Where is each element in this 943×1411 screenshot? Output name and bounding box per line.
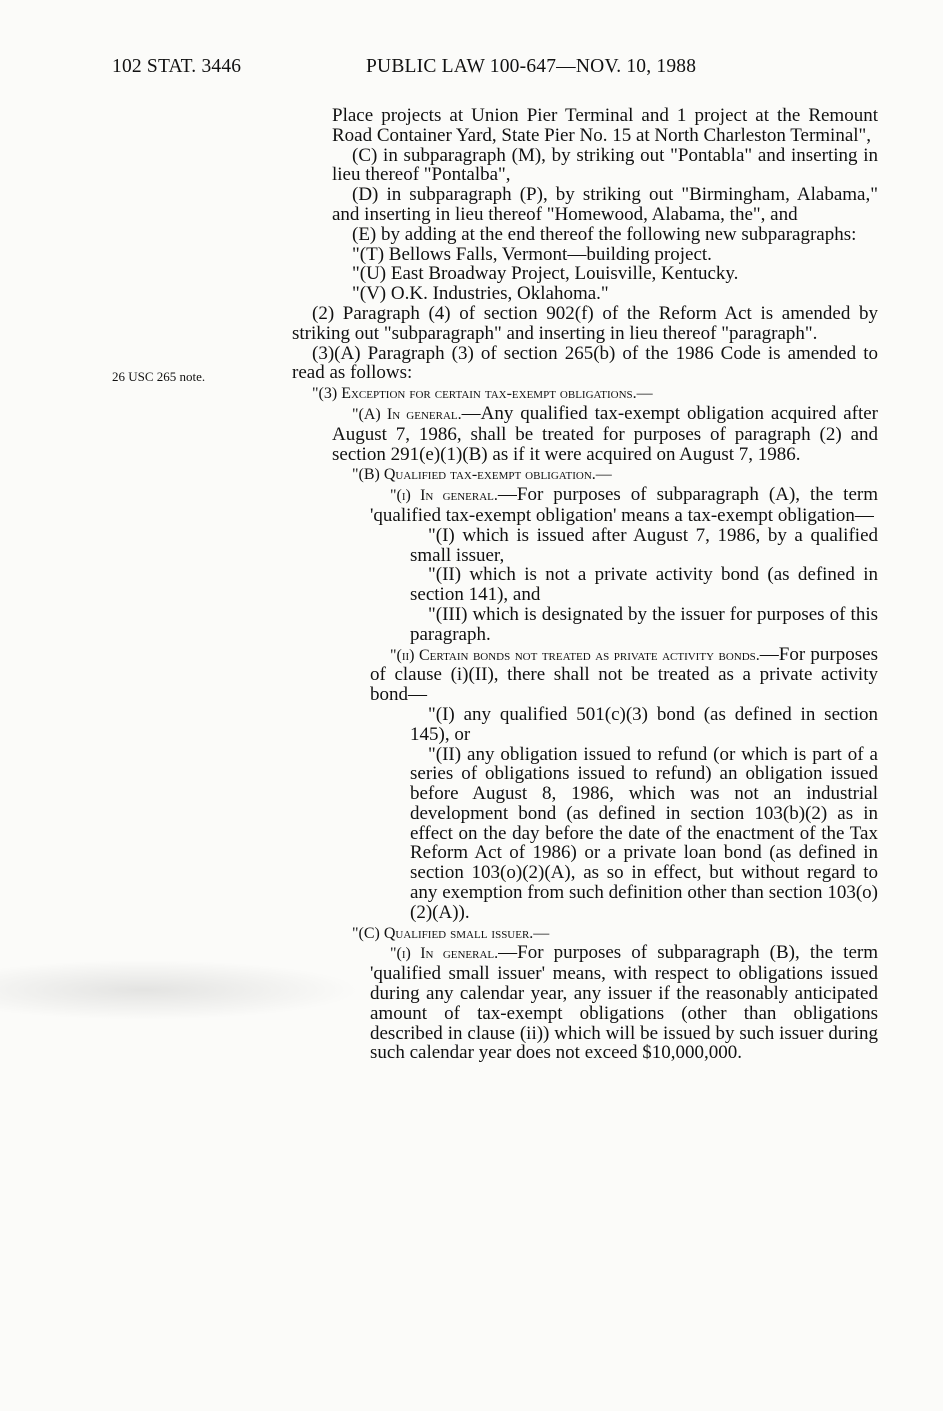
statute-paragraph — [292, 464, 878, 485]
statute-paragraph — [292, 264, 878, 284]
statute-paragraph — [292, 404, 878, 464]
paragraph-heading: "(C) Qualified small issuer.— — [352, 924, 550, 942]
paragraph-heading: "(B) Qualified tax-exempt obligation.— — [352, 466, 612, 484]
paragraph-text: "(III) which is designated by the issuer for purposes of this paragraph. — [410, 603, 878, 645]
statute-paragraph — [292, 645, 878, 705]
statute-paragraph — [292, 383, 878, 404]
paragraph-text: "(II) which is not a private activity bond (as defined in section 141), and — [410, 564, 878, 606]
paragraph-heading: "(A) In general. — [352, 405, 462, 423]
paragraph-heading: "(ii) Certain bonds not treated as private activity bonds. — [390, 646, 760, 664]
statute-paragraph — [292, 304, 878, 344]
paragraph-text: "(U) East Broadway Project, Louisville, Kentucky. — [352, 263, 739, 285]
paragraph-text: (E) by adding at the end thereof the following new subparagraphs: — [352, 223, 857, 245]
paragraph-text: (3)(A) Paragraph (3) of section 265(b) of the 1986 Code is amended to read as follows: — [292, 342, 878, 384]
paragraph-text: "(I) any qualified 501(c)(3) bond (as defined in section 145), or — [410, 703, 878, 745]
statute-paragraph — [292, 344, 878, 384]
statute-paragraph — [292, 284, 878, 304]
paragraph-text: —For purposes of clause (i)(II), there shall not be treated as a private activity bond— — [370, 643, 878, 706]
statute-paragraph — [292, 485, 878, 526]
statute-paragraph — [292, 225, 878, 245]
paragraph-text: "(V) O.K. Industries, Oklahoma." — [352, 283, 609, 305]
statute-paragraph — [292, 923, 878, 944]
paragraph-heading: "(i) In general. — [390, 487, 498, 505]
paragraph-text: —For purposes of subparagraph (B), the term 'qualified small issuer' means, with respect to obligations issued during any calendar year, any issuer if the reasonably anticipated amount of tax-exempt obligations (other than obligations described in clause (ii)) which will be issued by such issuer during such calendar year does not exceed $10,000,000. — [370, 942, 878, 1064]
statute-paragraph — [292, 526, 878, 566]
paragraph-text: (2) Paragraph (4) of section 902(f) of the Reform Act is amended by striking out "subparagraph" and inserting in lieu thereof "paragraph". — [292, 302, 878, 344]
statute-paragraph — [292, 185, 878, 225]
paragraph-text: (C) in subparagraph (M), by striking out "Pontabla" and inserting in lieu thereof "Pontalba", — [332, 144, 878, 186]
statute-paragraph — [292, 745, 878, 923]
paragraph-text: —Any qualified tax-exempt obligation acquired after August 7, 1986, shall be treated for purposes of paragraph (2) and section 291(e)(1)(B) as if it were acquired on August 7, 1986. — [332, 402, 878, 465]
statute-paragraph — [332, 106, 878, 146]
statute-paragraph — [292, 605, 878, 645]
paragraph-text: (D) in subparagraph (P), by striking out "Birmingham, Alabama," and inserting in lieu thereof "Homewood, Alabama, the", and — [332, 184, 878, 225]
paragraph-text: Place projects at Union Pier Terminal and 1 project at the Remount Road Container Yard, State Pier No. 15 at North Charleston Terminal", — [332, 105, 878, 146]
statute-paragraph — [292, 245, 878, 265]
page-citation: 102 STAT. 3446 — [112, 56, 242, 77]
paragraph-heading: "(3) Exception for certain tax-exempt obligations.— — [312, 385, 653, 403]
paragraph-text: "(T) Bellows Falls, Vermont—building project. — [352, 243, 712, 265]
statute-paragraph — [292, 943, 878, 1063]
statute-paragraph — [292, 565, 878, 605]
paragraph-text: —For purposes of subparagraph (A), the term 'qualified tax-exempt obligation' means a tax-exempt obligation— — [370, 484, 878, 526]
paragraph-heading: "(i) In general. — [390, 945, 499, 963]
statute-paragraph — [292, 146, 878, 186]
statute-paragraph — [292, 705, 878, 745]
margin-note: 26 USC 265 note. — [112, 369, 206, 384]
statute-text — [292, 106, 878, 1063]
running-header: PUBLIC LAW 100-647—NOV. 10, 1988 — [366, 56, 697, 77]
paragraph-text: "(I) which is issued after August 7, 1986, by a qualified small issuer, — [410, 524, 878, 566]
paragraph-text: "(II) any obligation issued to refund (or which is part of a series of obligations issued to refund) an obligation issued before August 8, 1986, which was not an industrial development bond (as defined in section 103(b)(2) as in effect on the day before the date of the enactment of the Tax Reform Act of 1986) or a private loan bond (as defined in section 103(o)(2)(A), as so in effect, but without regard to any exemption from such definition other than section 103(o)(2)(A)). — [410, 743, 878, 923]
